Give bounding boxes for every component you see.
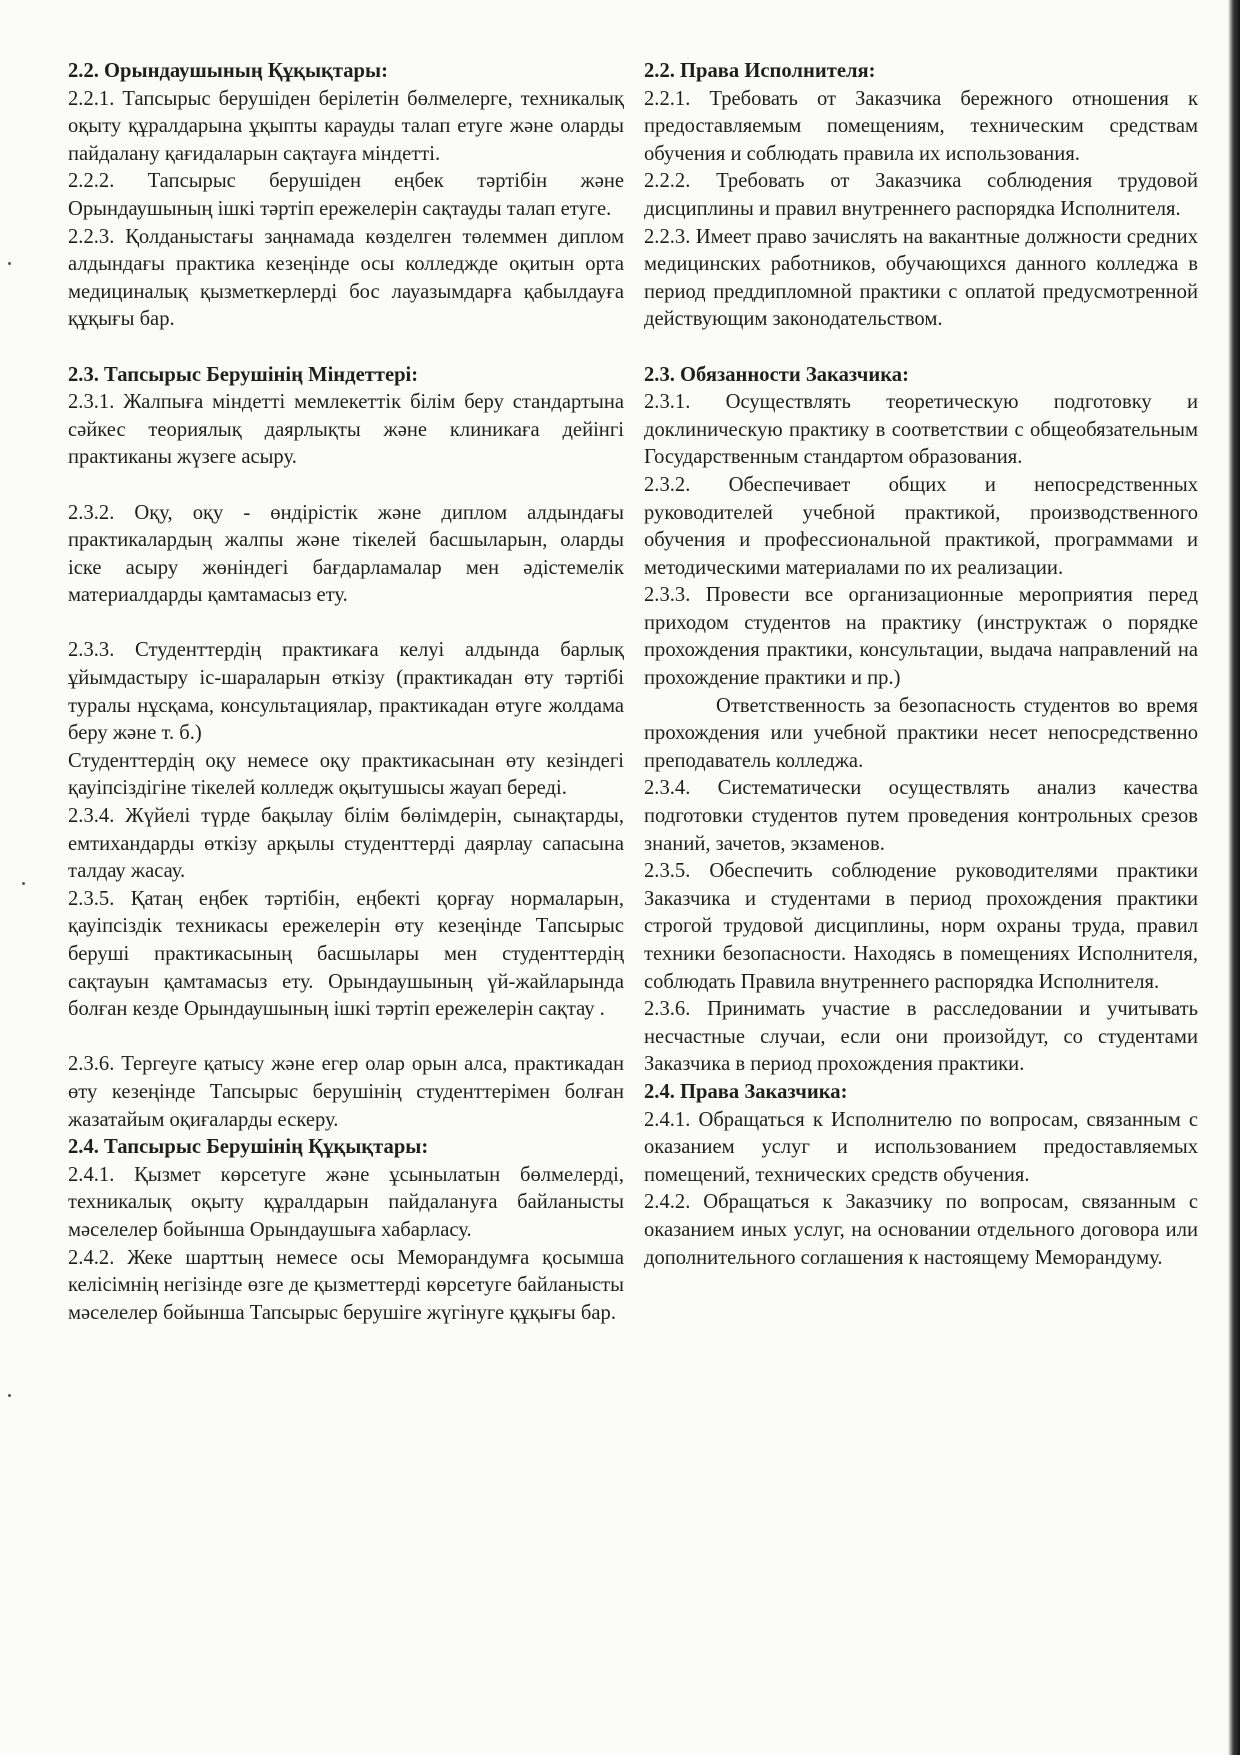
clause-2-2-2: 2.2.2. Тапсырыс берушіден еңбек тәртібін және Орындаушының ішкі тәртіп ережелерін сақтауды талап етуге. — [68, 170, 624, 220]
scan-speck — [8, 1394, 11, 1397]
clause-2-2-3: 2.2.3. Имеет право зачислять на вакантные должности средних медицинских работников, обучающихся данного колледжа в период преддипломной практики с оплатой предусмотренной действующим законодательством. — [644, 225, 1198, 331]
clause-2-3-6: 2.3.6. Принимать участие в расследовании и учитывать несчастные случаи, если они произойдут, со студентами Заказчика в период прохождения практики. — [644, 998, 1198, 1076]
clause-2-3-5: 2.3.5. Обеспечить соблюдение руководителями практики Заказчика и студентами в период прохождения практики строгой трудовой дисциплины, норм охраны труда, правил техники безопасности. Находясь в помещениях Исполнителя, соблюдать Правила внутреннего распорядка Исполнителя. — [644, 860, 1198, 993]
clause-2-3-1: 2.3.1. Жалпыға міндетті мемлекеттік білім беру стандартына сәйкес теориялық даярлықты және клиникаға дейінгі практиканы жүзеге асыру. — [68, 391, 624, 469]
clause-2-2-1: 2.2.1. Требовать от Заказчика бережного отношения к предоставляемым помещениям, техническим средствам обучения и соблюдать правила их использования. — [644, 87, 1198, 165]
clause-2-3-6: 2.3.6. Тергеуге қатысу және егер олар орын алса, практикадан өту кезеңінде Тапсырыс берушінің студенттерімен болған жазатайым оқиғаларды ескеру. — [68, 1053, 624, 1131]
clause-2-4-2: 2.4.2. Обращаться к Заказчику по вопросам, связанным с оказанием иных услуг, на основании отдельного договора или дополнительного соглашения к настоящему Меморандуму. — [644, 1191, 1198, 1269]
section-2-4-heading: 2.4. Права Заказчика: — [644, 1080, 848, 1103]
clause-2-4-1: 2.4.1. Обращаться к Исполнителю по вопросам, связанным с оказанием услуг и использованием предоставляемых помещений, технических средств обучения. — [644, 1108, 1198, 1186]
section-2-3-heading: 2.3. Обязанности Заказчика: — [644, 363, 909, 386]
clause-2-2-3: 2.2.3. Қолданыстағы заңнамада көзделген төлеммен диплом алдындағы практика кезеңінде осы колледжде оқитын орта медициналық қызметкерлерді бос лауазымдарға қабылдауға құқығы бар. — [68, 225, 624, 331]
clause-2-3-4: 2.3.4. Систематически осуществлять анализ качества подготовки студентов путем проведения контрольных срезов знаний, зачетов, экзаменов. — [644, 777, 1198, 855]
kazakh-column — [68, 58, 624, 1327]
clause-2-3-3-note: Ответственность за безопасность студентов во время прохождения или учебной практики несет непосредственно преподаватель колледжа. — [644, 694, 1198, 772]
section-2-2-heading: 2.2. Права Исполнителя: — [644, 60, 876, 82]
scan-page-edge — [1228, 0, 1240, 1755]
clause-2-3-5: 2.3.5. Қатаң еңбек тәртібін, еңбекті қорғау нормаларын, қауіпсіздік техникасы ережелерін өту кезеңінде Тапсырыс беруші практикасының басшылары мен студенттердің сақтауын қамтамасыз ету. Орындаушының үй-жайларында болған кезде Орындаушының ішкі тәртіп ережелерін сақтау . — [68, 887, 624, 1021]
russian-column — [644, 58, 1198, 1272]
section-2-3-heading: 2.3. Тапсырыс Берушінің Міндеттері: — [68, 363, 419, 386]
clause-2-3-2: 2.3.2. Обеспечивает общих и непосредственных руководителей учебной практикой, производственного обучения и профессиональной практикой, программами и методическими материалами по их реализации. — [644, 473, 1198, 579]
clause-2-3-2: 2.3.2. Оқу, оқу - өндірістік және диплом алдындағы практикалардың жалпы және тікелей басшыларын, оларды іске асыру жөніндегі бағдарламалар мен әдістемелік материалдарды қамтамасыз ету. — [68, 501, 624, 607]
clause-2-3-3: 2.3.3. Студенттердің практикаға келуі алдында барлық ұйымдастыру іс-шараларын өткізу (практикадан өту тәртібі туралы нұсқама, консультациялар, практикадан өтуге жолдама беру және т. б.) — [68, 639, 624, 745]
clause-2-3-3-note: Студенттердің оқу немесе оқу практикасынан өту кезіндегі қауіпсіздігіне тікелей колледж оқытушысы жауап береді. — [68, 749, 624, 800]
clause-2-4-2: 2.4.2. Жеке шарттың немесе осы Меморандумға қосымша келісімнің негізінде өзге де қызметтерді көрсетуге байланысты мәселелер бойынша Тапсырыс берушіге жүгінуге құқығы бар. — [68, 1246, 624, 1324]
scan-speck — [22, 882, 25, 885]
clause-2-3-3: 2.3.3. Провести все организационные мероприятия перед приходом студентов на практику (инструктаж о порядке прохождения практики, консультации, выдача направлений на прохождение практики и пр.) — [644, 584, 1198, 690]
clause-2-3-1: 2.3.1. Осуществлять теоретическую подготовку и доклиническую практику в соответствии с общеобязательным Государственным стандартом образования. — [644, 391, 1198, 469]
clause-2-2-2: 2.2.2. Требовать от Заказчика соблюдения трудовой дисциплины и правил внутреннего распорядка Исполнителя. — [644, 170, 1198, 220]
section-2-2-heading: 2.2. Орындаушының Құқықтары: — [68, 60, 388, 82]
clause-2-3-4: 2.3.4. Жүйелі түрде бақылау білім бөлімдерін, сынақтарды, емтихандарды өткізу арқылы студенттерді даярлау сапасына талдау жасау. — [68, 805, 624, 883]
scan-speck — [8, 262, 11, 265]
section-2-4-heading: 2.4. Тапсырыс Берушінің Құқықтары: — [68, 1136, 429, 1159]
clause-2-4-1: 2.4.1. Қызмет көрсетуге және ұсынылатын бөлмелерді, техникалық оқыту құралдарын пайдалануға байланысты мәселелер бойынша Орындаушыға хабарласу. — [68, 1163, 624, 1241]
clause-2-2-1: 2.2.1. Тапсырыс берушіден берілетін бөлмелерге, техникалық оқыту құралдарына ұқыпты карауды талап етуге және оларды пайдалану қағидаларын сақтауға міндетті. — [68, 87, 624, 165]
